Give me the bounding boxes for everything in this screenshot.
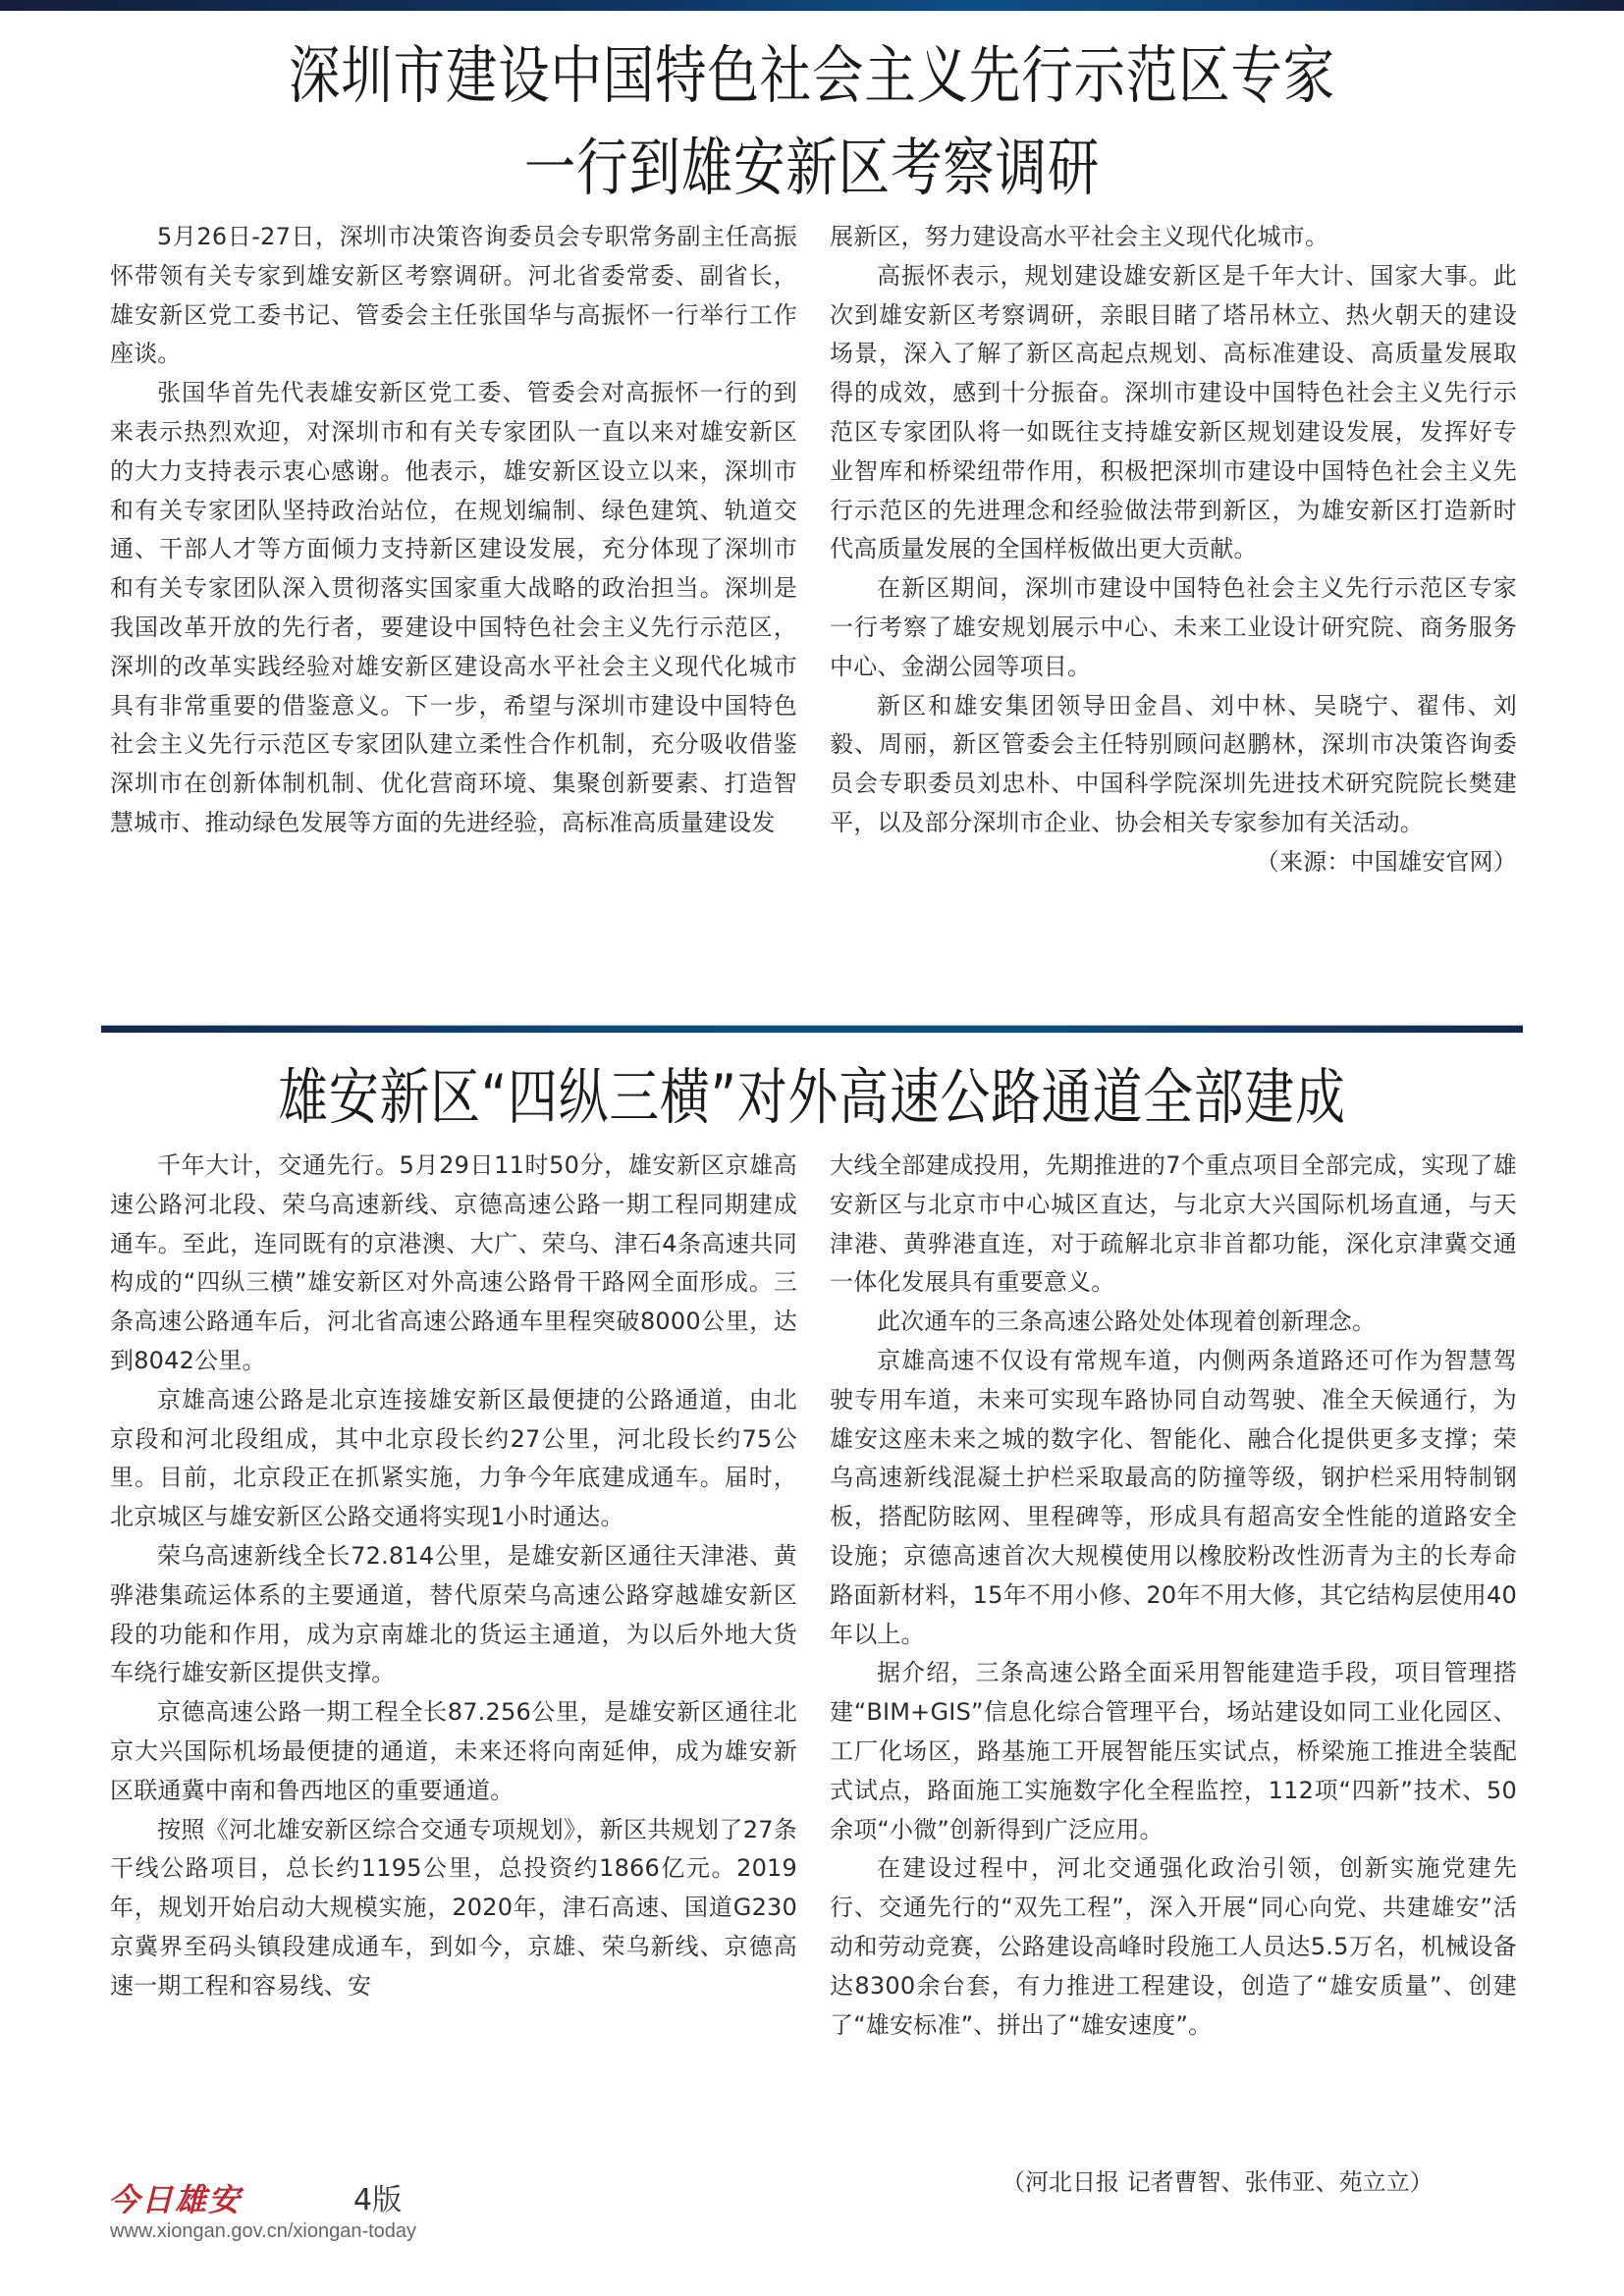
- newspaper-logo: 今日雄安: [108, 2181, 243, 2218]
- article1-paragraph: 在新区期间，深圳市建设中国特色社会主义先行示范区专家一行考察了雄安规划展示中心、未来工业设计研究院、商务服务中心、金湖公园等项目。: [830, 574, 1517, 680]
- article1-paragraph: 高振怀表示，规划建设雄安新区是千年大计、国家大事。此次到雄安新区考察调研，亲眼目睹了塔吊林立、热火朝天的建设场景，深入了解了新区高起点规划、高标准建设、高质量发展取得的成效，感到十分振奋。深圳市建设中国特色社会主义先行示范区专家团队将一如既往支持雄安新区规划建设发展，发挥好专业智库和桥梁纽带作用，积极把深圳市建设中国特色社会主义先行示范区的先进理念和经验做法带到新区，为雄安新区打造新时代高质量发展的全国样板做出更大贡献。: [830, 261, 1517, 563]
- article1-paragraph: 张国华首先代表雄安新区党工委、管委会对高振怀一行的到来表示热烈欢迎，对深圳市和有关专家团队一直以来对雄安新区的大力支持表示衷心感谢。他表示，雄安新区设立以来，深圳市和有关专家团队坚持政治站位，在规划编制、绿色建筑、轨道交通、干部人才等方面倾力支持新区建设发展，充分体现了深圳市和有关专家团队深入贯彻落实国家重大战略的政治担当。深圳是我国改革开放的先行者，要建设中国特色社会主义先行示范区，深圳的改革实践经验对雄安新区建设高水平社会主义现代化城市具有非常重要的借鉴意义。下一步，希望与深圳市建设中国特色社会主义先行示范区专家团队建立柔性合作机制，充分吸收借鉴深圳市在创新体制机制、优化营商环境、集聚创新要素、打造智慧城市、推动绿色发展等方面的先进经验，高标准高质量建设发: [110, 379, 797, 836]
- article2-paragraph: 在建设过程中，河北交通强化政治引领，创新实施党建先行、交通先行的“双先工程”，深入开展“同心向党、共建雄安”活动和劳动竞赛，公路建设高峰时段施工人员达5.5万名，机械设备达8300余台套，有力推进工程建设，创造了“雄安质量”、创建了“雄安标准”、拼出了“雄安速度”。: [830, 1854, 1517, 2039]
- article1-paragraph: [830, 687, 1517, 882]
- article2-paragraph: 荣乌高速新线全长72.814公里，是雄安新区通往天津港、黄骅港集疏运体系的主要通道，替代原荣乌高速公路穿越雄安新区段的功能和作用，成为京南雄北的货运主通道，为以后外地大货车绕行雄安新区提供支撑。: [110, 1541, 797, 1687]
- article2-paragraph: 京雄高速公路是北京连接雄安新区最便捷的公路通道，由北京段和河北段组成，其中北京段长约27公里，河北段长约75公里。目前，北京段正在抓紧实施，力争今年底建成通车。届时，北京城区与雄安新区公路交通将实现1小时通达。: [110, 1385, 797, 1531]
- article2-paragraph: 京德高速公路一期工程全长87.256公里，是雄安新区通往北京大兴国际机场最便捷的通道，未来还将向南延伸，成为雄安新区联通冀中南和鲁西地区的重要通道。: [110, 1698, 797, 1804]
- article1-title-line1: 深圳市建设中国特色社会主义先行示范区专家: [289, 40, 1335, 113]
- article1-paragraph-text: 新区和雄安集团领导田金昌、刘中林、吴晓宁、翟伟、刘毅、周丽，新区管委会主任特别顾问赵鹏林，深圳市决策咨询委员会专职委员刘忠朴、中国科学院深圳先进技术研究院院长樊建平，以及部分深圳市企业、协会相关专家参加有关活动。: [830, 691, 1517, 836]
- section-divider: [101, 1025, 1523, 1033]
- edition-label: 4版: [353, 2183, 403, 2217]
- article1-paragraph: 5月26日-27日，深圳市决策咨询委员会专职常务副主任高振怀带领有关专家到雄安新区考察调研。河北省委常委、副省长，雄安新区党工委书记、管委会主任张国华与高振怀一行举行工作座谈。: [110, 223, 797, 368]
- article1-right-column: [830, 218, 1517, 1009]
- article2-continuation: 大线全部建成投用，先期推进的7个重点项目全部完成，实现了雄安新区与北京市中心城区直达，与北京大兴国际机场直通，与天津港、黄骅港直连，对于疏解北京非首都功能，深化京津冀交通一体化发展具有重要意义。: [830, 1151, 1517, 1297]
- article2-left-column: [110, 1147, 797, 2130]
- article2-byline: （河北日报 记者曹智、张伟亚、苑立立）: [1001, 2168, 1434, 2196]
- top-decorative-bar: [0, 0, 1624, 11]
- website-url[interactable]: www.xiongan.gov.cn/xiongan-today: [110, 2220, 417, 2242]
- article2-title: 雄安新区“四纵三横”对外高速公路通道全部建成: [278, 1061, 1346, 1133]
- article2-right-column: [830, 1147, 1517, 2209]
- article1-left-column: [110, 218, 797, 1009]
- article2-paragraph: 京雄高速不仅设有常规车道，内侧两条道路还可作为智慧驾驶专用车道，未来可实现车路协同自动驾驶、准全天候通行，为雄安这座未来之城的数字化、智能化、融合化提供更多支撑；荣乌高速新线混凝土护栏采取最高的防撞等级，钢护栏采用特制钢板，搭配防眩网、里程碑等，形成具有超高安全性能的道路安全设施；京德高速首次大规模使用以橡胶粉改性沥青为主的长寿命路面新材料，15年不用小修、20年不用大修，其它结构层使用40年以上。: [830, 1346, 1517, 1648]
- article1-title-line2: 一行到雄安新区考察调研: [523, 133, 1101, 205]
- article2-paragraph: 此次通车的三条高速公路处处体现着创新理念。: [877, 1308, 1377, 1336]
- article2-paragraph: 据介绍，三条高速公路全面采用智能建造手段，项目管理搭建“BIM+GIS”信息化综合管理平台，场站建设如同工业化园区、工厂化场区，路基施工开展智能压实试点，桥梁施工推进全装配式试点，路面施工实施数字化全程监控，112项“四新”技术、50余项“小微”创新得到广泛应用。: [830, 1659, 1517, 1843]
- article2-paragraph: 按照《河北雄安新区综合交通专项规划》，新区共规划了27条干线公路项目，总长约1195公里，总投资约1866亿元。2019年，规划开始启动大规模实施，2020年，津石高速、国道G230京冀界至码头镇段建成通车，到如今，京雄、荣乌新线、京德高速一期工程和容易线、安: [110, 1815, 797, 2000]
- article1-source: （来源：中国雄安官网）: [1255, 847, 1517, 876]
- article1-continuation: 展新区，努力建设高水平社会主义现代化城市。: [830, 223, 1329, 250]
- article2-paragraph: 千年大计，交通先行。5月29日11时50分，雄安新区京雄高速公路河北段、荣乌高速新线、京德高速公路一期工程同期建成通车。至此，连同既有的京港澳、大广、荣乌、津石4条高速共同构成的“四纵三横”雄安新区对外高速公路骨干路网全面形成。三条高速公路通车后，河北省高速公路通车里程突破8000公里，达到8042公里。: [110, 1151, 797, 1374]
